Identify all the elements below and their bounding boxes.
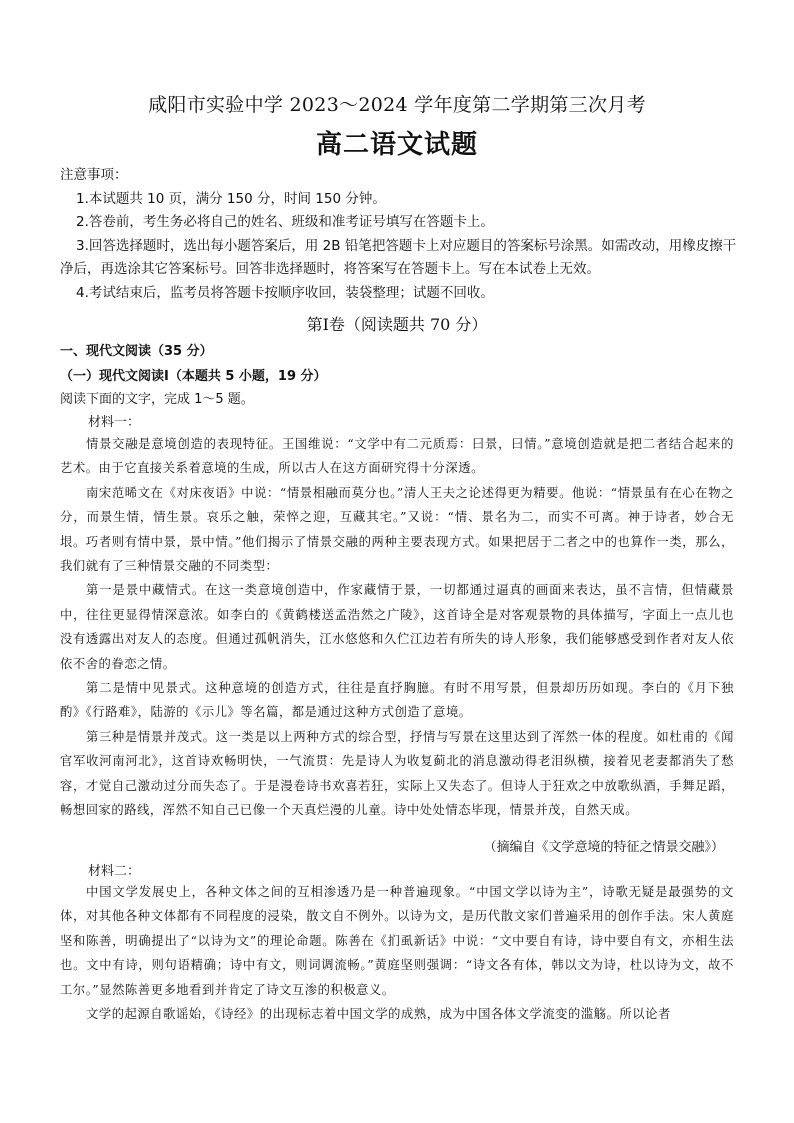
reading-instruction: 阅读下面的文字，完成 1～5 题。 (60, 392, 254, 407)
subject-title: 高二语文试题 (315, 130, 478, 160)
section-heading: 一、现代文阅读（35 分） (60, 344, 213, 359)
exam-title: 咸阳市实验中学 2023～2024 学年度第二学期第三次月考 (148, 94, 646, 116)
paragraph: 第一是景中藏情式。在这一类意境创造中，作家藏情于景，一切都通过逼真的画面来表达，虽不言情，但情藏景中，往往更显得情深意浓。如李白的《黄鹤楼送孟浩然之广陵》，这首诗全是对客观景物的具体描写，字面上一点儿也没有透露出对友人的态度。但通过孤帆消失，江水悠悠和久伫江边若有所失的诗人形象，我们能够感受到作者对友人依依不舍的眷恋之情。 (60, 583, 734, 671)
notice-item: 2.答卷前，考生务必将自己的姓名、班级和准考证号填写在答题卡上。 (76, 214, 494, 230)
paragraph: 南宋范晞文在《对床夜语》中说：“情景相融而莫分也。”清人王夫之论述得更为精要。他说：“情景虽有在心在物之分，而景生情，情生景。哀乐之触，荣悴之迎，互藏其宅。”又说：“情、景名为二，而实不可离。神于诗者，妙合无垠。巧者则有情中景，景中情。”他们揭示了情景交融的两种主要表现方式。如果把居于二者之中的也算作一类，那么，我们就有了三种情景交融的不同类型： (60, 485, 734, 574)
material-one-text (60, 432, 734, 823)
notice-item: 3.回答选择题时，选出每小题答案后，用 2B 铅笔把答题卡上对应题目的答案标号涂黑。如需改动，用橡皮擦干净后，再选涂其它答案标号。回答非选择题时，将答案写在答题卡上。写在本试卷上无效。 (60, 237, 737, 277)
notice-item: 1.本试题共 10 页，满分 150 分，时间 150 分钟。 (76, 190, 386, 207)
material-two-text (60, 880, 734, 1026)
notice-item: 4.考试结束后，监考员将答题卡按顺序收回，装袋整理；试题不回收。 (76, 284, 494, 301)
paragraph: 第三种是情景并茂式。这一类是以上两种方式的综合型，抒情与写景在这里达到了浑然一体的程度。如杜甫的《闻官军收河南河北》，这首诗欢畅明快，一气流贯：先是诗人为收复蓟北的消息激动得老泪纵横，接着见老妻都消失了愁容，才觉自己激动过分而失态了。于是漫卷诗书欢喜若狂，实际上又失态了。但诗人于狂欢之中放歌纵酒，手舞足蹈，畅想回家的路线，浑然不知自己已像一个天真烂漫的儿童。诗中处处情态毕现，情景并茂，自然天成。 (60, 729, 734, 818)
notice-heading: 注意事项： (60, 167, 128, 183)
part-one-title: 第Ⅰ卷（阅读题共 70 分） (306, 315, 488, 334)
material-one-source: （摘编自《文学意境的特征之情景交融》） (483, 840, 724, 855)
material-two-label: 材料二： (88, 864, 141, 879)
subsection-heading: （一）现代文阅读Ⅰ（本题共 5 小题，19 分） (60, 369, 327, 384)
notice-block (60, 164, 740, 305)
paragraph: 文学的起源自歌谣始，《诗经》的出现标志着中国文学的成熟，成为中国各体文学流变的滥觞。所以论者 (86, 1007, 671, 1022)
paragraph: 中国文学发展史上，各种文体之间的互相渗透乃是一种普遍现象。“中国文学以诗为主”，诗歌无疑是最强势的文体，对其他各种文体都有不同程度的浸染，散文自不例外。以诗为文，是历代散文家们普遍采用的创作手法。宋人黄庭坚和陈善，明确提出了“以诗为文”的理论命题。陈善在《扪虱新话》中说：“文中要自有诗，诗中要自有文，亦相生法也。文中有诗，则句语精确；诗中有文，则词调流畅。”黄庭坚则强调：“诗文各有体，韩以文为诗，杜以诗为文，故不工尔。”显然陈善更多地看到并肯定了诗文互渗的积极意义。 (60, 885, 734, 997)
paragraph: 情景交融是意境创造的表现特征。王国维说：“文学中有二元质焉：曰景，曰情。”意境创造就是把二者结合起来的艺术。由于它直接关系着意境的生成，所以古人在这方面研究得十分深透。 (60, 437, 734, 476)
paragraph: 第二是情中见景式。这种意境的创造方式，往往是直抒胸臆。有时不用写景，但景却历历如现。李白的《月下独酌》《行路难》，陆游的《示儿》等名篇，都是通过这种方式创造了意境。 (60, 681, 734, 720)
material-one-label: 材料一： (88, 415, 141, 430)
